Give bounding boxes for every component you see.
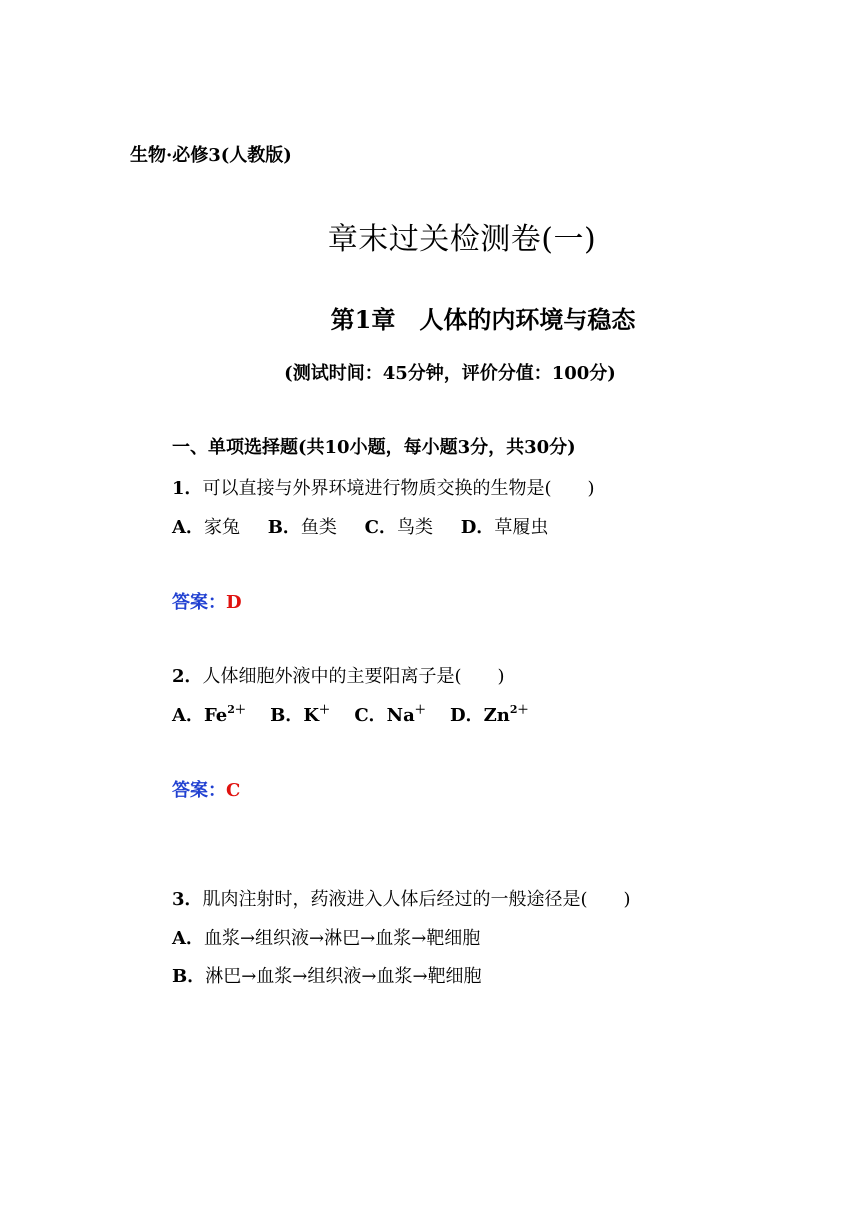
question-stem: 肌肉注射时，药液进入人体后经过的一般途径是( ) [202, 889, 631, 910]
option-d: D．草履虫 [460, 517, 549, 538]
answer-1 [172, 588, 242, 614]
question-2-options [172, 701, 547, 727]
answer-value: D [226, 592, 242, 613]
question-2 [172, 662, 505, 688]
question-number: 3． [172, 889, 203, 910]
option-a: A．家兔 [172, 517, 240, 538]
option-b: B．K＋ [270, 703, 331, 726]
question-number: 1． [172, 478, 203, 499]
option-d: D．$Zn^{2+}$ [450, 703, 529, 726]
option-a: A．$Fe^{2+}$ [172, 703, 246, 726]
question-number: 2． [172, 666, 203, 687]
answer-label: 答案： [172, 780, 226, 801]
chapter-title: 第1章 人体的内环境与稳态 [330, 305, 636, 334]
answer-2 [172, 776, 240, 802]
option-b: B．鱼类 [267, 517, 337, 538]
section-heading: 一、单项选择题(共10小题，每小题3分，共30分) [172, 437, 576, 458]
question-1-options [172, 513, 570, 539]
question-3 [172, 885, 631, 911]
answer-value: C [226, 780, 241, 801]
option-c: C．Na＋ [354, 703, 426, 726]
exam-title: 章末过关检测卷(一) [327, 222, 597, 257]
exam-subtitle: (测试时间：45分钟，评价分值：100分) [284, 363, 616, 384]
question-stem: 人体细胞外液中的主要阳离子是( ) [202, 666, 505, 687]
answer-label: 答案： [172, 592, 226, 613]
question-3-option-a: A．血浆→组织液→淋巴→血浆→靶细胞 [172, 928, 481, 949]
question-1 [172, 474, 595, 500]
option-c: C．鸟类 [364, 517, 433, 538]
book-header: 生物·必修3(人教版) [130, 145, 292, 166]
question-stem: 可以直接与外界环境进行物质交换的生物是( ) [202, 478, 595, 499]
question-3-option-b: B．淋巴→血浆→组织液→血浆→靶细胞 [172, 966, 482, 987]
